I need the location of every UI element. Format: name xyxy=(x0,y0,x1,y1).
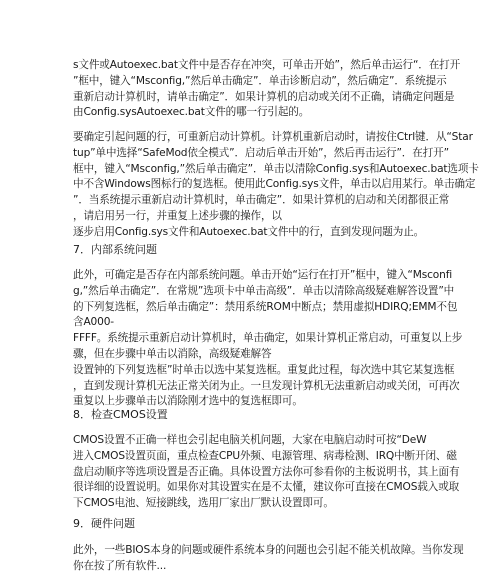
section-heading-8: 8．检查CMOS设置 xyxy=(73,408,168,421)
paragraph-internal-system xyxy=(73,268,463,410)
text-line: s文件或Autoexec.bat文件中是否存在冲突，可单击开始”，然后单击运行“．在打开 xyxy=(73,59,461,71)
text-line: FFFF。系统提示重新启动计算机时，单击确定，如果计算机正常启动，可重复以上步 xyxy=(73,332,463,345)
text-line: g,”然后单击确定”．在常规”选项卡中单击高级”．单击以清除高级疑难解答设置”中 xyxy=(73,284,455,297)
text-line: ，请启用另一行，并重复上述步骤的操作，以 xyxy=(73,209,282,222)
text-line: 中不含Windows图标行的复选框。使用此Config.sys文件，单击以启用某行。单击确定 xyxy=(73,178,476,191)
text-line: 的下列复选框，然后单击确定”：禁用系统ROM中断点；禁用虚拟HDIRQ;EMM不包 xyxy=(73,300,458,313)
text-line: 骤，但在步骤中单击以消除，高级疑难解答 xyxy=(73,347,272,360)
text-line: 进入CMOS设置页面，重点检查CPU外频、电源管理、病毒检测、IRQ中断开闭、磁 xyxy=(73,449,457,462)
text-line: tup”单中选择“SafeMod依全模式”．启动后单击开始”，然后再击运行”．在打开” xyxy=(73,146,449,159)
text-line: ，直到发现计算机无法正常关闭为止。一旦发现计算机无法重新启动或关闭，可再次 xyxy=(73,379,460,392)
paragraph-find-problem-line xyxy=(73,130,479,241)
text-line: 此外，一些BIOS本身的问题或硬件系统本身的问题也会引起不能关机故障。当你发现 xyxy=(73,544,464,556)
text-line: 下CMOS电池、短接跳线，选用厂家出厂默认设置即可。 xyxy=(73,497,334,510)
paragraph-autoexec-conflict xyxy=(73,58,461,121)
text-line: 盘启动顺序等选项设置是否正确。具体设置方法你可参看你的主板说明书，其上面有 xyxy=(73,465,460,478)
text-line: ”框中，键入“Msconfig,”然后单击确定”．单击诊断启动”，然后确定”．系统提示 xyxy=(73,74,447,87)
text-line: 由Config.sysAutoexec.bat文件的哪一行引起的。 xyxy=(73,106,310,119)
text-line: 要确定引起问题的行，可重新启动计算机。计算机重新启动时，请按住Ctrl键．从“Star xyxy=(73,131,473,143)
text-line: 很详细的设置说明。如果你对其设置实在是不太懂，建议你可直接在CMOS载入或取 xyxy=(73,481,460,494)
text-line: 重复以上步骤单击以消除刚才选中的复选框即可。 xyxy=(73,395,303,408)
section-heading-7: 7．内部系统问题 xyxy=(73,243,157,256)
paragraph-cmos-settings xyxy=(73,433,460,512)
text-line: CMOS设置不正确一样也会引起电脑关机问题，大家在电脑启动时可按“DeW xyxy=(73,434,427,446)
text-line: 设置钟的下列复选框”时单击以选中某复选框。重复此过程，每次选中其它某复选框 xyxy=(73,363,455,376)
paragraph-hardware-problem xyxy=(73,543,464,575)
text-line: 你在按了所有软件... xyxy=(73,559,167,572)
text-line: 重新启动计算机时，请单击确定”．如果计算机的启动或关闭不正确，请确定问题是 xyxy=(73,90,455,103)
text-line: ”．当系统提示重新启动计算机时，单击确定”．如果计算机的启动和关闭都很正常 xyxy=(73,194,450,207)
section-heading-9: 9．硬件问题 xyxy=(73,517,135,530)
text-line: 框中，键入“Msconfig,”然后单击确定”．单击以清除Config.sys和Autoexec.bat选项卡 xyxy=(73,162,479,175)
text-line: 逐步启用Config.sys文件和Autoexec.bat文件中的行，直到发现问题为止。 xyxy=(73,225,425,238)
text-line: 此外，可确定是否存在内部系统问题。单击开始“运行在打开”框中，键入“Msconfi xyxy=(73,269,453,281)
text-line: 含A000- xyxy=(73,316,114,329)
